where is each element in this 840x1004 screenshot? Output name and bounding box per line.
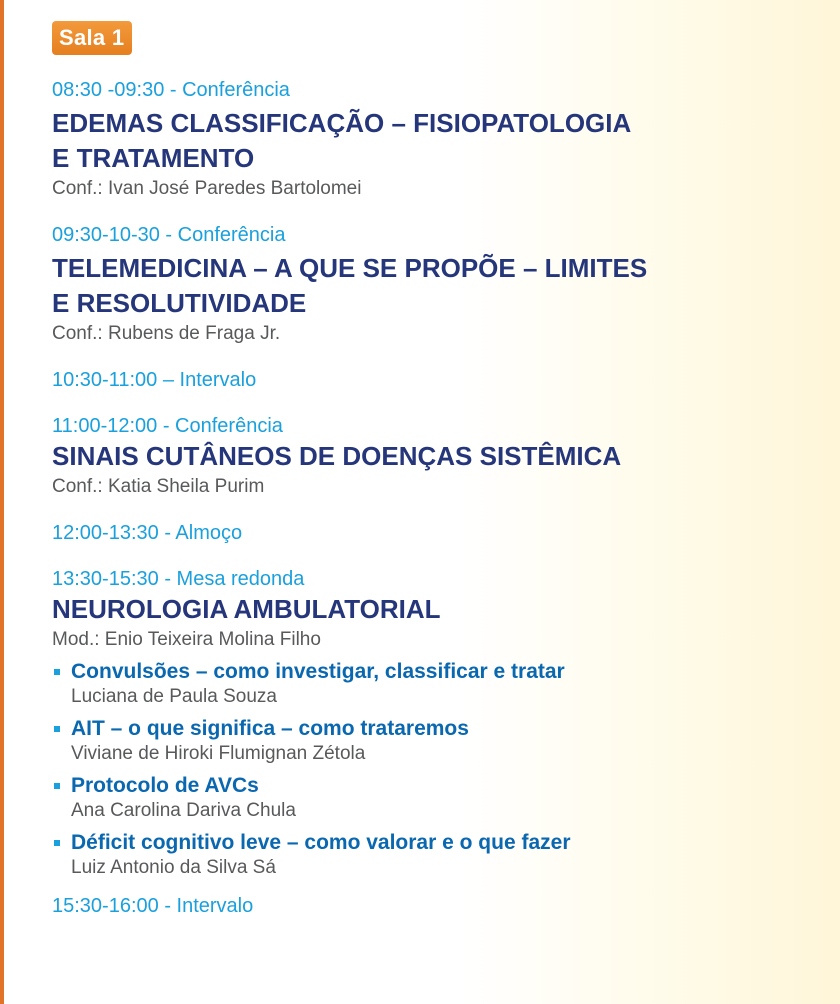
- break-item: [52, 894, 812, 918]
- session-title-line: TELEMEDICINA – A QUE SE PROPÕE – LIMITES: [52, 253, 648, 283]
- topic-title: Protocolo de AVCs: [71, 774, 259, 797]
- topic-item: [52, 659, 812, 709]
- session-title: [52, 592, 812, 627]
- break-time: 15:30-16:00 - Intervalo: [52, 895, 254, 917]
- topic-title: Convulsões – como investigar, classificar e tratar: [71, 660, 565, 683]
- break-item: [52, 521, 812, 545]
- session-time: 11:00-12:00 - Conferência: [52, 415, 283, 437]
- session-title-line: EDEMAS CLASSIFICAÇÃO – FISIOPATOLOGIA: [52, 108, 632, 138]
- square-bullet-icon: [54, 669, 60, 675]
- topic-speaker: Ana Carolina Dariva Chula: [71, 800, 296, 821]
- session-speaker: Conf.: Katia Sheila Purim: [52, 476, 265, 497]
- square-bullet-icon: [54, 840, 60, 846]
- topic-title: AIT – o que significa – como trataremos: [71, 717, 469, 740]
- session-title-line: E RESOLUTIVIDADE: [52, 288, 307, 318]
- session-title-line: NEUROLOGIA AMBULATORIAL: [52, 594, 441, 624]
- session-time: 08:30 -09:30 - Conferência: [52, 79, 290, 101]
- topic-title: Déficit cognitivo leve – como valorar e o que fazer: [71, 831, 571, 854]
- left-accent-bar: [0, 0, 4, 1004]
- session-title-line: SINAIS CUTÂNEOS DE DOENÇAS SISTÊMICA: [52, 441, 622, 471]
- topic-speaker: Viviane de Hiroki Flumignan Zétola: [71, 743, 366, 764]
- session-title: [52, 106, 812, 176]
- topic-list: [52, 659, 812, 880]
- session-title: [52, 251, 812, 321]
- lunch-time: 12:00-13:30 - Almoço: [52, 522, 243, 544]
- session-time: 13:30-15:30 - Mesa redonda: [52, 568, 305, 590]
- session-item: [52, 414, 812, 499]
- topic-item: [52, 830, 812, 880]
- session-time: 09:30-10-30 - Conferência: [52, 224, 286, 246]
- topic-speaker: Luiz Antonio da Silva Sá: [71, 857, 276, 878]
- session-title-line: E TRATAMENTO: [52, 143, 255, 173]
- square-bullet-icon: [54, 726, 60, 732]
- session-title: [52, 439, 812, 474]
- topic-speaker: Luciana de Paula Souza: [71, 686, 277, 707]
- topic-item: [52, 773, 812, 823]
- schedule: [52, 21, 812, 918]
- session-item: [52, 78, 812, 201]
- break-item: [52, 368, 812, 392]
- session-speaker: Conf.: Rubens de Fraga Jr.: [52, 323, 281, 344]
- session-moderator: Mod.: Enio Teixeira Molina Filho: [52, 629, 321, 650]
- room-badge: Sala 1: [52, 21, 132, 55]
- break-time: 10:30-11:00 – Intervalo: [52, 369, 257, 391]
- topic-item: [52, 716, 812, 766]
- session-item: [52, 223, 812, 346]
- square-bullet-icon: [54, 783, 60, 789]
- session-item: [52, 567, 812, 880]
- session-speaker: Conf.: Ivan José Paredes Bartolomei: [52, 178, 362, 199]
